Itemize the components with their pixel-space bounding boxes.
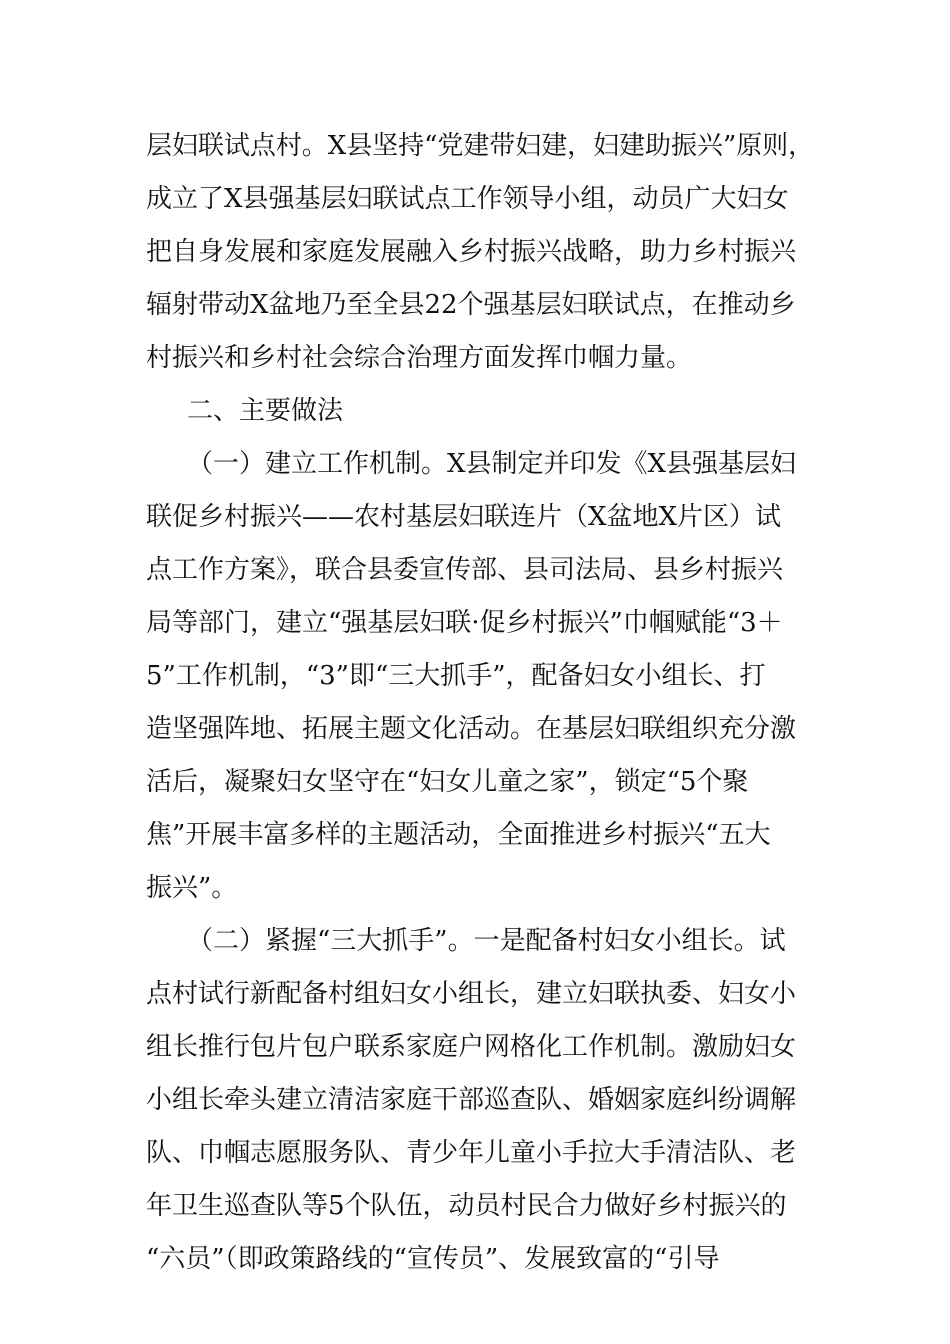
paragraph-line: 小组长牵头建立清洁家庭干部巡查队、婚姻家庭纠纷调解 [146, 1085, 797, 1115]
paragraph-line: “六员”（即政策路线的“宣传员”、发展致富的“引导 [146, 1244, 720, 1274]
paragraph-line: 点工作方案》，联合县委宣传部、县司法局、县乡村振兴 [146, 555, 784, 585]
section-heading: 二、主要做法 [187, 396, 344, 426]
paragraph-line: （二）紧握“三大抓手”。一是配备村妇女小组长。试 [187, 926, 786, 956]
paragraph-line: 振兴”。 [146, 873, 238, 903]
paragraph-line: 点村试行新配备村组妇女小组长，建立妇联执委、妇女小 [146, 979, 797, 1009]
paragraph-line: 把自身发展和家庭发展融入乡村振兴战略，助力乡村振兴 [146, 237, 797, 267]
paragraph-line: 年卫生巡查队等5个队伍，动员村民合力做好乡村振兴的 [146, 1191, 787, 1221]
paragraph-line: 组长推行包片包户联系家庭户网格化工作机制。激励妇女 [146, 1032, 797, 1062]
paragraph-line: 5”工作机制，“3”即“三大抓手”，配备妇女小组长、打 [146, 661, 766, 691]
paragraph-line: （一）建立工作机制。X县制定并印发《X县强基层妇 [187, 449, 797, 479]
paragraph-line: 活后，凝聚妇女坚守在“妇女儿童之家”，锁定“5个聚 [146, 767, 749, 797]
paragraph-line: 局等部门，建立“强基层妇联·促乡村振兴”巾帼赋能“3＋ [146, 608, 783, 638]
paragraph-line: 辐射带动X盆地乃至全县22个强基层妇联试点，在推动乡 [146, 290, 796, 320]
paragraph-line: 成立了X县强基层妇联试点工作领导小组，动员广大妇女 [146, 184, 789, 214]
paragraph-line: 焦”开展丰富多样的主题活动，全面推进乡村振兴“五大 [146, 820, 771, 850]
paragraph-line: 造坚强阵地、拓展主题文化活动。在基层妇联组织充分激 [146, 714, 797, 744]
paragraph-line: 层妇联试点村。X县坚持“党建带妇建，妇建助振兴”原则， [146, 131, 815, 161]
paragraph-line: 队、巾帼志愿服务队、青少年儿童小手拉大手清洁队、老 [146, 1138, 797, 1168]
paragraph-line: 村振兴和乡村社会综合治理方面发挥巾帼力量。 [146, 343, 693, 373]
paragraph-line: 联促乡村振兴——农村基层妇联连片（X盆地X片区）试 [146, 502, 782, 532]
